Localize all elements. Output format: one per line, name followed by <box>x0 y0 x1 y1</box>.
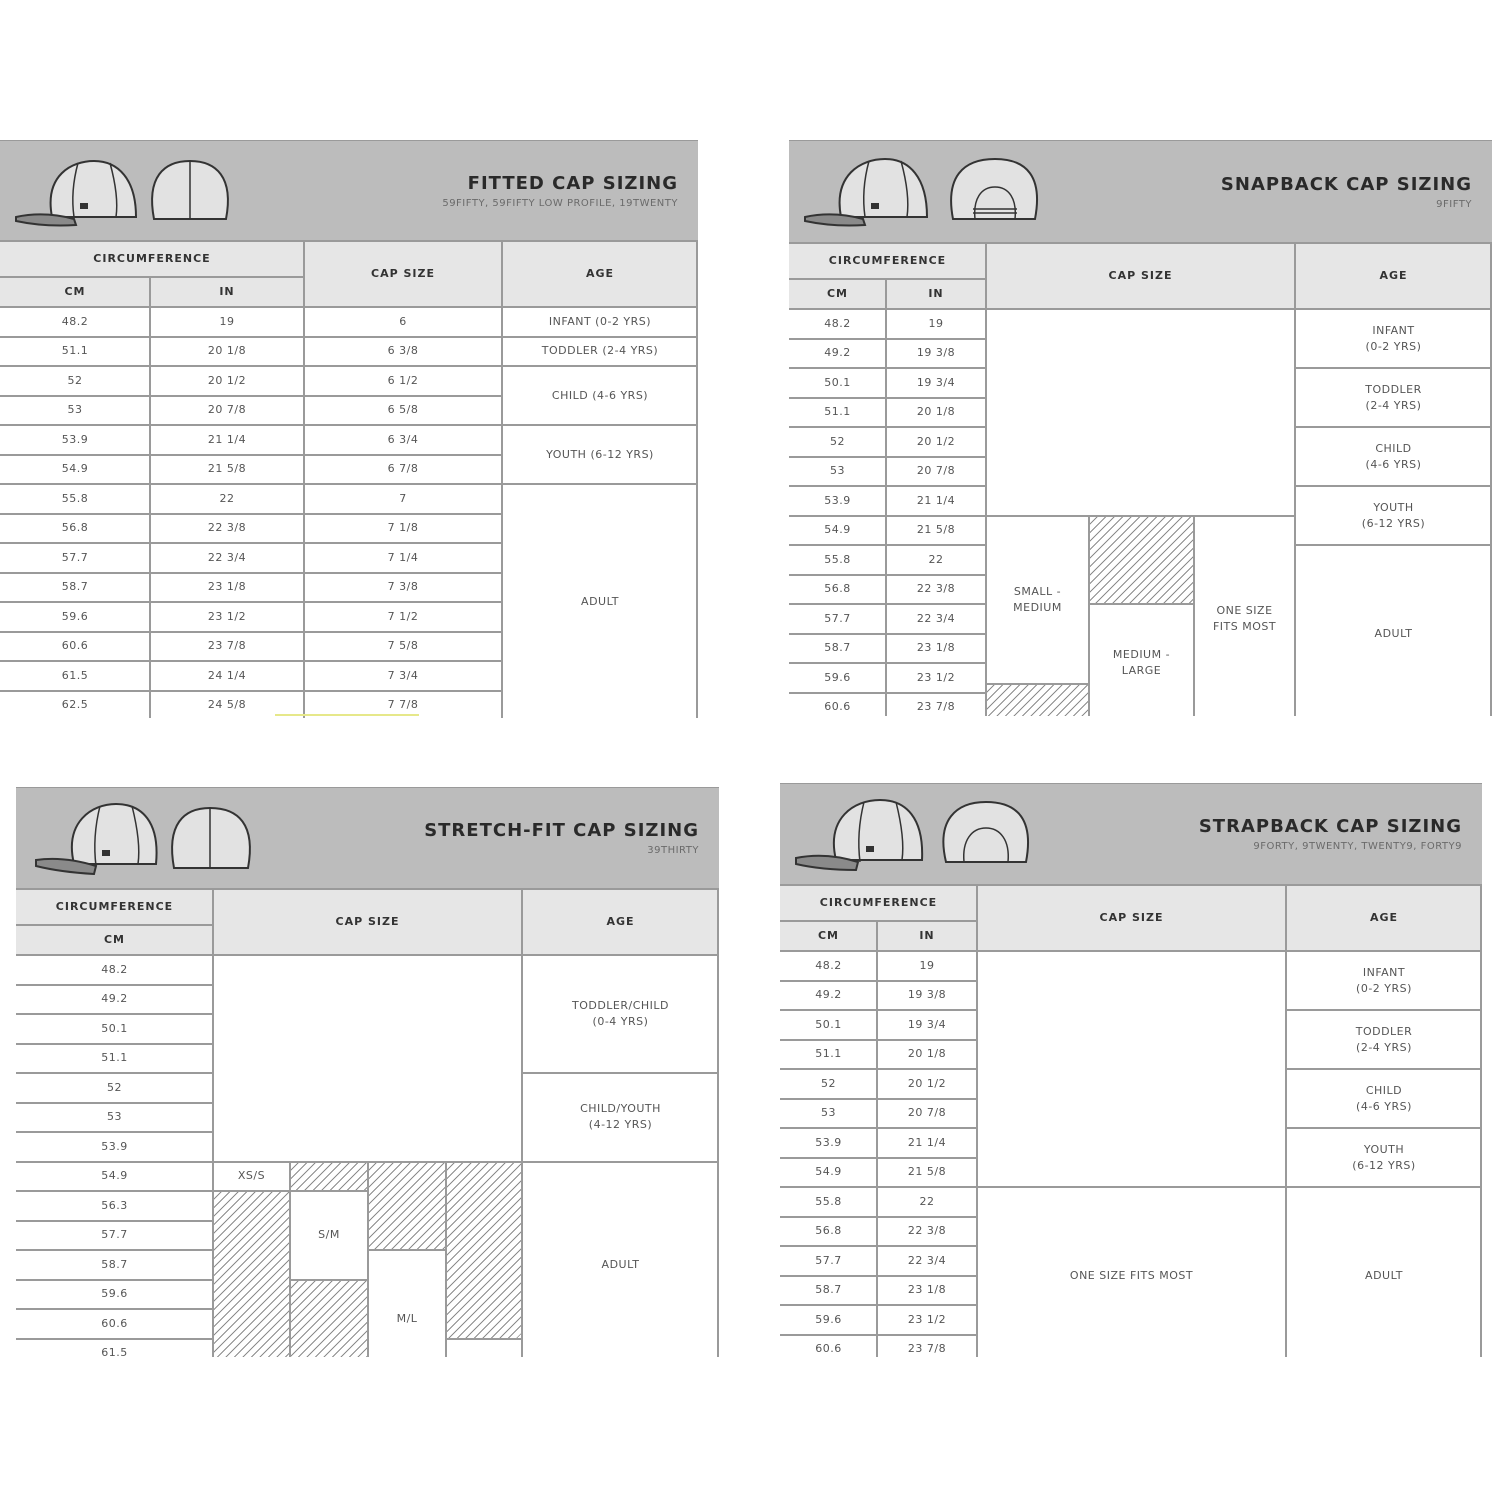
table-rule <box>789 485 986 487</box>
size-xs-s: XS/S <box>237 1169 266 1183</box>
table-rule <box>885 279 887 716</box>
table-rule <box>0 572 502 574</box>
cm-cell: 56.8 <box>824 582 851 596</box>
cm-cell: 51.1 <box>101 1051 128 1065</box>
cap-size-cell: 6 3/8 <box>387 344 419 358</box>
table-rule <box>780 884 1482 886</box>
in-cell: 20 1/2 <box>916 434 956 448</box>
cm-cell: 60.6 <box>101 1316 128 1330</box>
table-rule <box>717 889 719 1357</box>
table-rule <box>1295 426 1492 428</box>
table-rule <box>780 1009 977 1011</box>
table-rule <box>522 1072 719 1074</box>
table-rule <box>789 456 986 458</box>
cm-cell: 59.6 <box>824 670 851 684</box>
table-rule <box>0 631 502 633</box>
table-rule <box>876 921 878 1357</box>
age-cell-toddler: TODDLER (2-4 YRS) <box>1355 1024 1413 1054</box>
cm-cell: 52 <box>67 373 83 387</box>
cm-cell: 57.7 <box>824 611 851 625</box>
table-rule <box>780 1068 977 1070</box>
snapback-cap-sizing-panel <box>789 140 1492 716</box>
table-rule <box>789 397 986 399</box>
cm-cell: 53 <box>67 403 83 417</box>
age-cell-adult: ADULT <box>601 1257 640 1271</box>
size-small-medium: SMALL - MEDIUM <box>1013 584 1062 614</box>
cm-cell: 48.2 <box>815 958 842 972</box>
cap-size-header: CAP SIZE <box>977 885 1286 951</box>
cm-cell: 50.1 <box>101 1021 128 1035</box>
hatched-area <box>446 1162 522 1339</box>
cap-size-cell: 6 5/8 <box>387 403 419 417</box>
snapback-table <box>789 243 1492 716</box>
table-rule <box>16 1338 213 1340</box>
table-rule <box>0 454 502 456</box>
hatched-area <box>1089 516 1194 605</box>
age-header: AGE <box>1295 243 1492 309</box>
table-rule <box>789 574 986 576</box>
table-rule <box>16 1220 213 1222</box>
cm-cell: 49.2 <box>815 988 842 1002</box>
fitted-table <box>0 241 698 718</box>
table-rule <box>0 483 502 485</box>
in-cell: 23 7/8 <box>907 1342 947 1356</box>
cm-header: CM <box>16 925 213 955</box>
cm-cell: 56.3 <box>101 1198 128 1212</box>
strapback-subtitle: 9FORTY, 9TWENTY, TWENTY9, FORTY9 <box>1253 841 1462 852</box>
table-rule <box>1088 516 1090 717</box>
in-cell: 21 1/4 <box>207 432 247 446</box>
table-rule <box>16 1190 213 1192</box>
cap-size-cell: 6 3/4 <box>387 432 419 446</box>
table-rule <box>16 1013 213 1015</box>
table-rule <box>16 1161 213 1163</box>
snapback-header <box>789 140 1492 244</box>
cm-cell: 54.9 <box>824 523 851 537</box>
age-cell-toddler-child: TODDLER/CHILD (0-4 YRS) <box>571 999 670 1028</box>
in-cell: 20 1/2 <box>907 1076 947 1090</box>
strapback-table <box>780 885 1482 1357</box>
highlight-mark <box>275 714 419 716</box>
cap-size-cell: 7 7/8 <box>387 698 419 712</box>
cm-cell: 57.7 <box>815 1253 842 1267</box>
table-rule <box>368 1249 446 1251</box>
table-rule <box>789 692 986 694</box>
in-cell: 22 3/4 <box>907 1253 947 1267</box>
cap-size-header: CAP SIZE <box>986 243 1295 309</box>
hatched-area <box>290 1280 368 1358</box>
cap-size-cell: 7 1/2 <box>387 609 419 623</box>
in-cell: 21 5/8 <box>916 523 956 537</box>
age-cell-toddler: TODDLER (2-4 YRS) <box>541 344 659 358</box>
cm-cell: 53 <box>107 1110 122 1124</box>
age-cell-adult: ADULT <box>581 595 619 608</box>
table-rule <box>1295 485 1492 487</box>
snapback-title: SNAPBACK CAP SIZING <box>1220 174 1472 195</box>
table-rule <box>0 395 502 397</box>
age-cell-child: CHILD (4-6 YRS) <box>1356 1083 1412 1113</box>
cap-size-cell: 7 1/4 <box>387 550 419 564</box>
table-rule <box>1490 243 1492 716</box>
table-rule <box>780 1157 977 1159</box>
hatched-area <box>213 1191 290 1357</box>
cm-cell: 54.9 <box>815 1165 842 1179</box>
in-cell: 22 3/4 <box>916 611 956 625</box>
stretch-title: STRETCH-FIT CAP SIZING <box>424 820 699 841</box>
in-cell: 20 7/8 <box>907 1106 947 1120</box>
cm-cell: 56.8 <box>815 1224 842 1238</box>
in-cell: 22 3/8 <box>907 1224 947 1238</box>
table-rule <box>780 1275 977 1277</box>
cm-cell: 49.2 <box>824 346 851 360</box>
fitted-cap-icons <box>14 155 244 231</box>
in-cell: 19 <box>928 316 944 330</box>
table-rule <box>0 365 502 367</box>
in-cell: 22 <box>928 552 944 566</box>
in-cell: 23 1/8 <box>916 641 956 655</box>
table-rule <box>780 1334 977 1336</box>
age-header: AGE <box>1286 885 1482 951</box>
table-rule <box>1285 885 1287 1357</box>
table-rule <box>0 306 698 308</box>
in-cell: 20 1/8 <box>916 405 956 419</box>
table-rule <box>986 515 1295 517</box>
in-header: IN <box>877 921 977 951</box>
in-cell: 23 1/8 <box>207 580 247 594</box>
table-rule <box>522 1161 719 1163</box>
strapback-cap-sizing-panel <box>780 783 1482 1357</box>
table-rule <box>789 242 1492 244</box>
cm-cell: 59.6 <box>815 1312 842 1326</box>
table-rule <box>501 241 503 718</box>
table-rule <box>780 1039 977 1041</box>
strapback-cap-icons <box>794 796 1034 876</box>
cap-size-cell: 7 1/8 <box>387 521 419 535</box>
table-rule <box>0 660 502 662</box>
table-rule <box>1286 1009 1482 1011</box>
table-rule <box>303 241 305 718</box>
in-header: IN <box>150 277 304 307</box>
table-rule <box>696 241 698 718</box>
in-cell: 19 <box>219 314 235 328</box>
hatched-area <box>290 1162 368 1192</box>
table-rule <box>1286 1186 1482 1188</box>
table-rule <box>780 1245 977 1247</box>
cm-cell: 54.9 <box>61 462 89 476</box>
cm-cell: 59.6 <box>101 1287 128 1301</box>
table-rule <box>0 601 502 603</box>
table-rule <box>367 1162 369 1358</box>
age-cell-youth: YOUTH (6-12 YRS) <box>546 447 654 461</box>
age-header: AGE <box>502 241 698 307</box>
in-cell: 23 1/2 <box>916 670 956 684</box>
table-rule <box>16 1043 213 1045</box>
size-medium-large: MEDIUM - LARGE <box>1112 648 1171 677</box>
table-rule <box>1480 885 1482 1357</box>
cap-size-cell: 6 1/2 <box>387 373 419 387</box>
in-cell: 19 3/4 <box>916 375 956 389</box>
in-cell: 22 3/8 <box>207 521 247 535</box>
cm-cell: 55.8 <box>815 1194 842 1208</box>
table-rule <box>780 1127 977 1129</box>
cm-cell: 53 <box>821 1106 836 1120</box>
size-s-m: S/M <box>318 1228 340 1242</box>
circumference-header: CIRCUMFERENCE <box>780 885 977 921</box>
table-rule <box>0 542 502 544</box>
table-rule <box>502 336 698 338</box>
cm-cell: 51.1 <box>824 405 851 419</box>
in-cell: 22 3/8 <box>916 582 956 596</box>
table-rule <box>16 888 719 890</box>
size-m-l: M/L <box>396 1312 418 1325</box>
cm-cell: 55.8 <box>824 552 851 566</box>
cm-cell: 53.9 <box>101 1139 128 1153</box>
cm-cell: 53.9 <box>824 493 851 507</box>
table-rule <box>976 885 978 1357</box>
cm-cell: 56.8 <box>61 521 89 535</box>
table-rule <box>1286 1127 1482 1129</box>
fitted-cap-sizing-panel <box>0 140 698 718</box>
table-rule <box>446 1338 522 1340</box>
table-rule <box>16 1102 213 1104</box>
cm-cell: 58.7 <box>101 1257 128 1271</box>
age-cell-toddler: TODDLER (2-4 YRS) <box>1365 382 1422 412</box>
table-rule <box>789 426 986 428</box>
table-rule <box>789 278 986 280</box>
cm-header: CM <box>789 279 886 309</box>
table-rule <box>1286 1068 1482 1070</box>
cm-cell: 59.6 <box>61 609 89 623</box>
in-header: IN <box>886 279 986 309</box>
table-rule <box>789 544 986 546</box>
in-cell: 19 3/4 <box>907 1017 947 1031</box>
cap-size-cell: 7 3/8 <box>387 580 419 594</box>
cm-cell: 60.6 <box>61 639 89 653</box>
table-rule <box>0 690 502 692</box>
cm-cell: 54.9 <box>101 1169 128 1183</box>
table-rule <box>0 336 502 338</box>
table-rule <box>780 1186 977 1188</box>
in-cell: 20 1/8 <box>207 344 247 358</box>
size-one-size-fits-most: ONE SIZE FITS MOST <box>1069 1268 1194 1282</box>
hatched-area <box>986 684 1089 716</box>
cm-cell: 58.7 <box>61 580 89 594</box>
age-cell-infant: INFANT (0-2 YRS) <box>548 314 652 328</box>
cap-size-cell: 7 5/8 <box>387 639 419 653</box>
table-rule <box>780 920 977 922</box>
age-cell-adult: ADULT <box>1374 626 1413 640</box>
table-rule <box>985 243 987 716</box>
table-rule <box>16 924 213 926</box>
cm-cell: 53.9 <box>61 432 89 446</box>
stretch-table <box>16 889 719 1357</box>
cm-cell: 50.1 <box>824 375 851 389</box>
age-cell-child: CHILD (4-6 YRS) <box>551 388 649 402</box>
table-rule <box>1089 603 1194 605</box>
table-rule <box>789 603 986 605</box>
in-cell: 24 1/4 <box>207 668 247 682</box>
in-cell: 20 7/8 <box>207 403 247 417</box>
circumference-header: CIRCUMFERENCE <box>16 889 213 925</box>
cm-cell: 57.7 <box>101 1228 128 1242</box>
cm-cell: 48.2 <box>61 314 89 328</box>
in-cell: 21 5/8 <box>907 1165 947 1179</box>
cm-cell: 53.9 <box>815 1135 842 1149</box>
in-cell: 19 3/8 <box>916 346 956 360</box>
table-rule <box>789 367 986 369</box>
table-rule <box>1193 516 1195 717</box>
cm-cell: 48.2 <box>101 962 128 976</box>
cm-cell: 61.5 <box>61 668 89 682</box>
table-rule <box>789 515 986 517</box>
table-rule <box>1295 367 1492 369</box>
hatched-area <box>368 1162 446 1251</box>
snapback-subtitle: 9FIFTY <box>1436 199 1472 210</box>
strapback-title: STRAPBACK CAP SIZING <box>1198 816 1462 837</box>
table-rule <box>16 1249 213 1251</box>
cap-size-cell: 6 <box>399 314 407 328</box>
cm-cell: 49.2 <box>101 992 128 1006</box>
in-cell: 23 1/2 <box>907 1312 947 1326</box>
in-cell: 22 3/4 <box>207 550 247 564</box>
in-cell: 22 <box>919 1194 935 1208</box>
age-cell-youth: YOUTH (6-12 YRS) <box>1361 500 1426 530</box>
cm-cell: 58.7 <box>815 1283 842 1297</box>
fitted-header <box>0 140 698 242</box>
table-rule <box>789 633 986 635</box>
in-cell: 23 1/8 <box>907 1283 947 1297</box>
cm-cell: 60.6 <box>815 1342 842 1356</box>
table-rule <box>502 424 698 426</box>
in-cell: 23 1/2 <box>207 609 247 623</box>
table-rule <box>977 1186 1286 1188</box>
table-rule <box>0 513 502 515</box>
table-rule <box>780 950 1482 952</box>
table-rule <box>0 240 698 242</box>
table-rule <box>780 980 977 982</box>
table-rule <box>290 1279 368 1281</box>
table-rule <box>0 424 502 426</box>
cap-size-cell: 6 7/8 <box>387 462 419 476</box>
table-rule <box>789 308 1492 310</box>
size-one-size-fits-most: ONE SIZE FITS MOST <box>1212 603 1277 633</box>
table-rule <box>0 276 304 278</box>
cm-cell: 58.7 <box>824 641 851 655</box>
in-cell: 21 5/8 <box>207 462 247 476</box>
table-rule <box>986 683 1089 685</box>
age-cell-adult: ADULT <box>1365 1268 1403 1282</box>
table-rule <box>290 1190 368 1192</box>
table-rule <box>521 889 523 1357</box>
circumference-header: CIRCUMFERENCE <box>0 241 304 277</box>
table-rule <box>789 338 986 340</box>
table-rule <box>213 1190 290 1192</box>
age-cell-infant: INFANT (0-2 YRS) <box>1356 965 1412 995</box>
table-rule <box>16 1072 213 1074</box>
cm-cell: 48.2 <box>824 316 851 330</box>
cm-cell: 57.7 <box>61 550 89 564</box>
strapback-header <box>780 783 1482 886</box>
table-rule <box>1294 243 1296 716</box>
cm-cell: 60.6 <box>824 700 851 714</box>
cm-cell: 51.1 <box>815 1047 842 1061</box>
stretch-subtitle: 39THIRTY <box>647 845 699 856</box>
table-rule <box>780 1304 977 1306</box>
table-rule <box>149 277 151 718</box>
table-rule <box>16 1279 213 1281</box>
cm-cell: 52 <box>107 1080 122 1094</box>
table-rule <box>502 365 698 367</box>
cm-cell: 61.5 <box>101 1346 128 1357</box>
age-cell-child: CHILD (4-6 YRS) <box>1365 441 1422 471</box>
age-cell-child-youth: CHILD/YOUTH (4-12 YRS) <box>580 1102 661 1132</box>
table-rule <box>16 1308 213 1310</box>
cap-size-header: CAP SIZE <box>304 241 502 307</box>
table-rule <box>16 984 213 986</box>
cm-header: CM <box>0 277 150 307</box>
stretch-fit-cap-sizing-panel <box>16 787 719 1357</box>
fitted-subtitle: 59FIFTY, 59FIFTY LOW PROFILE, 19TWENTY <box>442 198 678 209</box>
cm-cell: 55.8 <box>61 491 89 505</box>
in-cell: 23 7/8 <box>207 639 247 653</box>
cm-header: CM <box>780 921 877 951</box>
table-rule <box>445 1162 447 1358</box>
in-cell: 23 7/8 <box>916 700 956 714</box>
stretch-header <box>16 787 719 890</box>
in-cell: 24 5/8 <box>207 698 247 712</box>
stretch-cap-icons <box>34 800 264 880</box>
in-cell: 19 <box>919 958 935 972</box>
in-cell: 22 <box>219 491 235 505</box>
in-cell: 21 1/4 <box>907 1135 947 1149</box>
in-cell: 20 1/8 <box>907 1047 947 1061</box>
in-cell: 20 7/8 <box>916 464 956 478</box>
in-cell: 21 1/4 <box>916 493 956 507</box>
table-rule <box>16 954 719 956</box>
cm-cell: 53 <box>830 464 845 478</box>
table-rule <box>502 483 698 485</box>
in-cell: 19 3/8 <box>907 988 947 1002</box>
snapback-cap-icons <box>803 153 1043 233</box>
table-rule <box>212 889 214 1357</box>
age-header: AGE <box>522 889 719 955</box>
cm-cell: 52 <box>821 1076 836 1090</box>
table-rule <box>780 1098 977 1100</box>
cap-size-header: CAP SIZE <box>213 889 522 955</box>
cap-size-cell: 7 <box>399 491 407 505</box>
cm-cell: 51.1 <box>61 344 89 358</box>
age-cell-infant: INFANT (0-2 YRS) <box>1365 323 1422 353</box>
in-cell: 20 1/2 <box>207 373 247 387</box>
cm-cell: 62.5 <box>61 698 89 712</box>
cm-cell: 50.1 <box>815 1017 842 1031</box>
table-rule <box>780 1216 977 1218</box>
cap-size-cell: 7 3/4 <box>387 668 419 682</box>
table-rule <box>1295 544 1492 546</box>
table-rule <box>289 1162 291 1358</box>
cm-cell: 52 <box>830 434 845 448</box>
table-rule <box>789 662 986 664</box>
fitted-title: FITTED CAP SIZING <box>467 173 678 194</box>
age-cell-youth: YOUTH (6-12 YRS) <box>1352 1142 1416 1172</box>
table-rule <box>16 1131 213 1133</box>
circumference-header: CIRCUMFERENCE <box>789 243 986 279</box>
